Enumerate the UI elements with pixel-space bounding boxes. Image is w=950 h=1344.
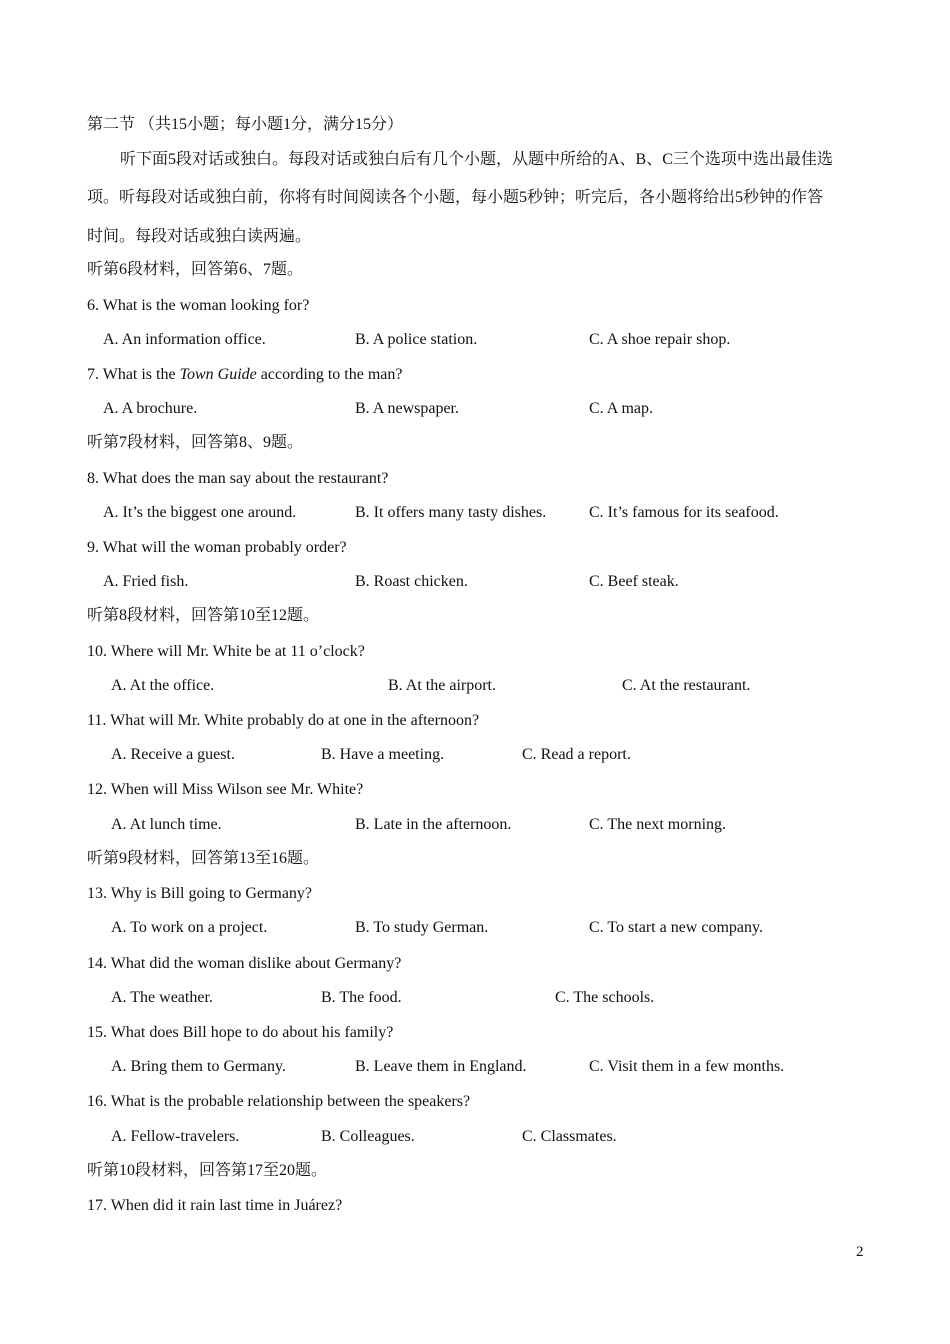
question-10-stem: 10. Where will Mr. White be at 11 o’clock? — [87, 643, 365, 660]
question-10-option-b: B. At the airport. — [388, 677, 496, 694]
question-7-option-b: B. A newspaper. — [355, 400, 459, 417]
question-7-option-c: C. A map. — [589, 400, 654, 417]
question-15-stem: 15. What does Bill hope to do about his family? — [87, 1024, 394, 1041]
page-number: 2 — [856, 1244, 864, 1260]
group-heading-8: 听第8段材料，回答第10至12题。 — [87, 607, 320, 624]
question-9-option-b: B. Roast chicken. — [355, 573, 468, 590]
section-title: 第二节 （共15小题；每小题1分，满分15分） — [87, 116, 404, 133]
question-16-stem: 16. What is the probable relationship between the speakers? — [87, 1093, 471, 1110]
group-heading-7: 听第7段材料，回答第8、9题。 — [87, 434, 304, 451]
group-heading-10: 听第10段材料，回答第17至20题。 — [87, 1162, 328, 1179]
question-9-stem: 9. What will the woman probably order? — [87, 539, 347, 556]
question-14-option-a: A. The weather. — [111, 989, 213, 1006]
question-12-stem: 12. When will Miss Wilson see Mr. White? — [87, 781, 364, 798]
question-11-option-c: C. Read a report. — [522, 746, 631, 763]
group-heading-6: 听第6段材料，回答第6、7题。 — [87, 261, 304, 278]
question-6-option-c: C. A shoe repair shop. — [589, 331, 731, 348]
question-14-option-b: B. The food. — [321, 989, 402, 1006]
question-6-option-b: B. A police station. — [355, 331, 478, 348]
question-6-option-a: A. An information office. — [103, 331, 266, 348]
question-8-option-a: A. It’s the biggest one around. — [103, 504, 297, 521]
question-16-option-a: A. Fellow-travelers. — [111, 1128, 240, 1145]
question-10-option-a: A. At the office. — [111, 677, 215, 694]
question-11-option-b: B. Have a meeting. — [321, 746, 445, 763]
question-13-option-b: B. To study German. — [355, 919, 489, 936]
question-12-option-c: C. The next morning. — [589, 816, 727, 833]
question-7-stem-post: according to the man? — [256, 366, 403, 383]
question-13-option-a: A. To work on a project. — [111, 919, 268, 936]
question-17-stem: 17. When did it rain last time in Juárez? — [87, 1197, 343, 1214]
question-8-option-c: C. It’s famous for its seafood. — [589, 504, 779, 521]
question-7-stem-pre: 7. What is the — [87, 366, 180, 383]
question-16-option-b: B. Colleagues. — [321, 1128, 415, 1145]
instructions-line-2: 项。听每段对话或独白前，你将有时间阅读各个小题，每小题5秒钟；听完后，各小题将给出5秒钟的作答 — [87, 189, 824, 206]
question-7-option-a: A. A brochure. — [103, 400, 198, 417]
group-heading-9: 听第9段材料，回答第13至16题。 — [87, 850, 320, 867]
question-12-option-a: A. At lunch time. — [111, 816, 222, 833]
question-13-stem: 13. Why is Bill going to Germany? — [87, 885, 313, 902]
question-13-option-c: C. To start a new company. — [589, 919, 763, 936]
question-8-option-b: B. It offers many tasty dishes. — [355, 504, 547, 521]
question-9-option-a: A. Fried fish. — [103, 573, 189, 590]
instructions-line-3: 时间。每段对话或独白读两遍。 — [87, 228, 312, 245]
instructions-line-1: 听下面5段对话或独白。每段对话或独白后有几个小题，从题中所给的A、B、C三个选项中选出最佳选 — [120, 151, 833, 168]
question-15-option-b: B. Leave them in England. — [355, 1058, 527, 1075]
question-8-stem: 8. What does the man say about the restaurant? — [87, 470, 389, 487]
question-14-option-c: C. The schools. — [555, 989, 655, 1006]
question-11-stem: 11. What will Mr. White probably do at one in the afternoon? — [87, 712, 480, 729]
question-12-option-b: B. Late in the afternoon. — [355, 816, 512, 833]
question-16-option-c: C. Classmates. — [522, 1128, 617, 1145]
question-10-option-c: C. At the restaurant. — [622, 677, 751, 694]
question-15-option-c: C. Visit them in a few months. — [589, 1058, 785, 1075]
question-11-option-a: A. Receive a guest. — [111, 746, 235, 763]
question-15-option-a: A. Bring them to Germany. — [111, 1058, 286, 1075]
question-9-option-c: C. Beef steak. — [589, 573, 679, 590]
question-14-stem: 14. What did the woman dislike about Germany? — [87, 955, 402, 972]
question-7-stem — [87, 364, 403, 386]
question-7-stem-italic: Town Guide — [179, 366, 257, 383]
question-6-stem: 6. What is the woman looking for? — [87, 297, 310, 314]
